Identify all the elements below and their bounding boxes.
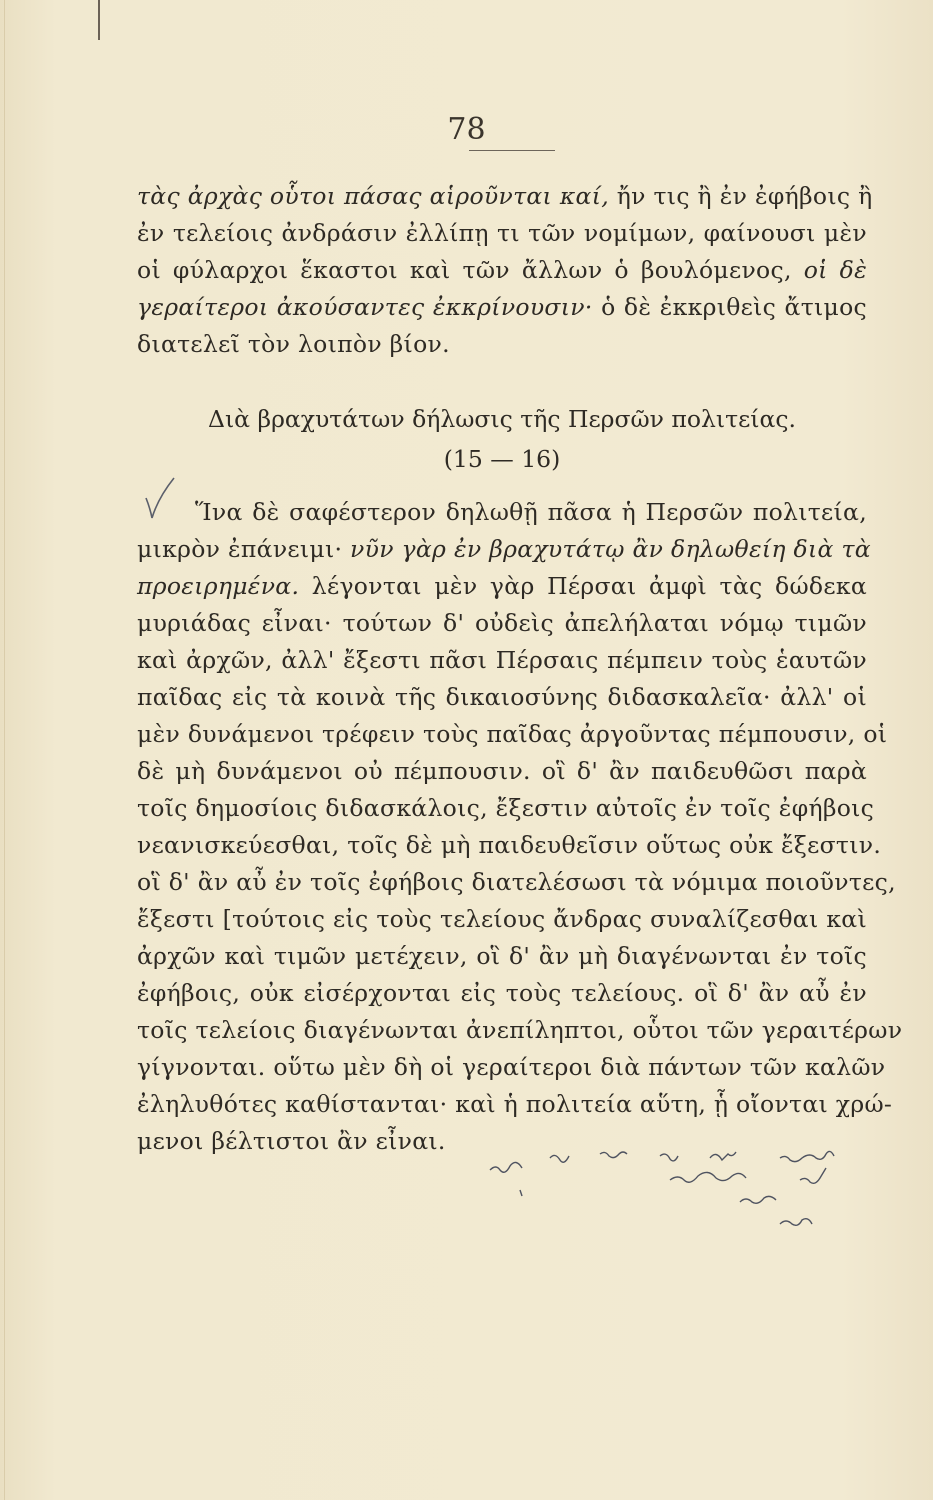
text-segment: μυριάδας εἶναι· τούτων δ' οὐδεὶς ἀπελήλαται νόμῳ τιμῶν (137, 609, 867, 637)
text-segment: ἐφήβοις, οὐκ εἰσέρχονται εἰς τοὺς τελείους. οἳ δ' ἂν αὖ ἐν (137, 979, 867, 1007)
paragraph-2-line (137, 901, 867, 938)
paragraph-2-line (137, 1049, 886, 1086)
text-segment: τοῖς τελείοις διαγένωνται ἀνεπίληπτοι, οὗτοι τῶν γεραιτέρων (137, 1016, 903, 1044)
text-segment: οἱ δὲ (791, 256, 867, 284)
paragraph-2-line (137, 864, 896, 901)
text-segment: μικρὸν ἐπάνειμι· (137, 535, 343, 563)
text-segment: ἤν τις ἢ ἐν ἐφήβοις ἢ (609, 182, 873, 210)
handwritten-marginal-note (480, 1140, 900, 1250)
paragraph-2 (137, 494, 903, 1160)
text-segment: ἔξεστι [τούτοις εἰς τοὺς τελείους ἄνδρας συναλίζεσθαι καὶ (137, 905, 867, 933)
paragraph-1-line (137, 252, 867, 289)
text-segment: ἀρχῶν καὶ τιμῶν μετέχειν, οἳ δ' ἂν μὴ διαγένωνται ἐν τοῖς (137, 942, 867, 970)
paragraph-2-line (137, 938, 867, 975)
paragraph-2-line (137, 716, 888, 753)
paragraph-2-line (137, 568, 867, 605)
page-gutter-line (4, 0, 5, 1500)
text-segment: ὁ δὲ ἐκκριθεὶς ἄτιμος (592, 293, 867, 321)
text-segment: μενοι βέλτιστοι ἂν εἶναι. (137, 1127, 446, 1155)
paragraph-2-line (137, 790, 875, 827)
paragraph-2-line (137, 679, 867, 716)
paragraph-1-line (137, 289, 867, 326)
text-segment: οἱ φύλαρχοι ἕκαστοι καὶ τῶν ἄλλων ὁ βουλόμενος, (137, 256, 792, 284)
page-number: 78 (447, 112, 486, 147)
paragraph-2-line (137, 753, 867, 790)
text-segment: διατελεῖ τὸν λοιπὸν βίον. (137, 330, 450, 358)
text-segment: καὶ ἀρχῶν, ἀλλ' ἔξεστι πᾶσι Πέρσαις πέμπειν τοὺς ἑαυτῶν (137, 646, 867, 674)
paragraph-1-line (137, 326, 867, 363)
paragraph-2-line (137, 605, 867, 642)
text-segment: προειρημένα. (137, 572, 300, 600)
paragraph-1-line (137, 215, 867, 252)
paragraph-2-line (137, 494, 867, 531)
text-segment: παῖδας εἰς τὰ κοινὰ τῆς δικαιοσύνης διδασκαλεῖα· ἀλλ' οἱ (137, 683, 867, 711)
paragraph-1 (137, 178, 873, 363)
text-segment: τὰς ἀρχὰς οὗτοι πάσας αἱροῦνται καί, (137, 182, 609, 210)
binding-edge (98, 0, 100, 40)
text-segment: μὲν δυνάμενοι τρέφειν τοὺς παῖδας ἀργοῦντας πέμπουσιν, οἱ (137, 720, 888, 748)
paragraph-2-line (137, 827, 882, 864)
text-segment: ἐληλυθότες καθίστανται· καὶ ἡ πολιτεία αὕτη, ᾗ οἴονται χρώ- (137, 1090, 893, 1118)
page-number-underline (469, 150, 555, 151)
text-segment: τοῖς δημοσίοις διδασκάλοις, ἔξεστιν αὐτοῖς ἐν τοῖς ἐφήβοις (137, 794, 875, 822)
paragraph-2-line (137, 1012, 903, 1049)
text-segment: Ἵνα δὲ σαφέστερον δηλωθῇ πᾶσα ἡ Περσῶν πολιτεία, (195, 498, 867, 526)
text-segment: ἐν τελείοις ἀνδράσιν ἐλλίπῃ τι τῶν νομίμων, φαίνουσι μὲν (137, 219, 867, 247)
text-segment: οἳ δ' ἂν αὖ ἐν τοῖς ἐφήβοις διατελέσωσι τὰ νόμιμα ποιοῦντες, (137, 868, 896, 896)
section-heading: Διὰ βραχυτάτων δήλωσις τῆς Περσῶν πολιτείας. (207, 405, 797, 433)
paragraph-2-line (137, 531, 871, 568)
paragraph-1-line (137, 178, 873, 215)
section-range: (15 — 16) (443, 445, 561, 473)
paragraph-2-line (137, 642, 867, 679)
text-segment: γεραίτεροι ἀκούσαντες ἐκκρίνουσιν· (137, 293, 593, 321)
text-segment: νεανισκεύεσθαι, τοῖς δὲ μὴ παιδευθεῖσιν οὕτως οὐκ ἔξεστιν. (137, 831, 882, 859)
text-segment: λέγονται μὲν γὰρ Πέρσαι ἀμφὶ τὰς δώδεκα (299, 572, 867, 600)
paragraph-2-line (137, 975, 867, 1012)
text-segment: γίγνονται. οὕτω μὲν δὴ οἱ γεραίτεροι διὰ πάντων τῶν καλῶν (137, 1053, 886, 1081)
paragraph-2-line (137, 1086, 893, 1123)
text-segment: δὲ μὴ δυνάμενοι οὐ πέμπουσιν. οἳ δ' ἂν παιδευθῶσι παρὰ (137, 757, 867, 785)
text-segment: νῦν γὰρ ἐν βραχυτάτῳ ἂν δηλωθείη διὰ τὰ (342, 535, 871, 563)
